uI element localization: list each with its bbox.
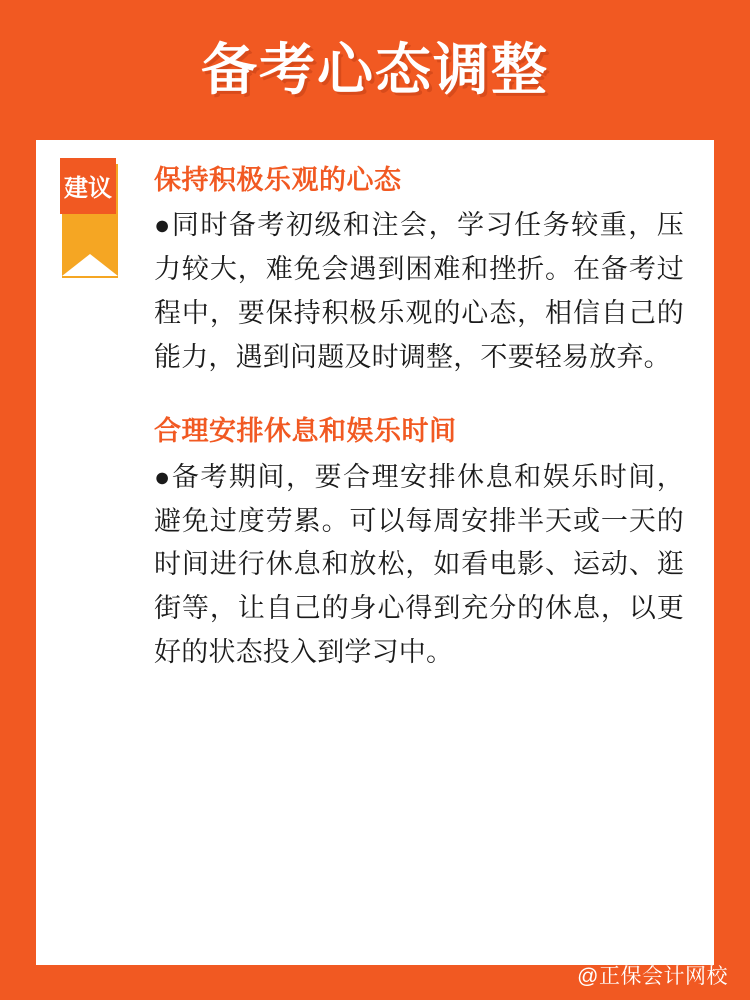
advice-ribbon — [36, 140, 146, 280]
ribbon-shadow-notch-icon — [62, 254, 118, 276]
section-body: ●同时备考初级和注会，学习任务较重，压力较大，难免会遇到困难和挫折。在备考过程中，要保持积极乐观的心态，相信自己的能力，遇到问题及时调整，不要轻易放弃。 — [154, 210, 684, 372]
page-title: 备考心态调整 — [201, 38, 549, 101]
advice-sections — [154, 162, 684, 674]
section-title: 保持积极乐观的心态 — [154, 165, 402, 195]
page-header — [0, 0, 750, 140]
advice-section — [154, 413, 684, 674]
advice-section — [154, 162, 684, 379]
content-card — [36, 140, 714, 965]
section-title: 合理安排休息和娱乐时间 — [154, 416, 457, 447]
section-body: ●备考期间，要合理安排休息和娱乐时间，避免过度劳累。可以每周安排半天或一天的时间进行休息和放松，如看电影、运动、逛街等，让自己的身心得到充分的休息，以更好的状态投入到学习中。 — [154, 461, 684, 667]
ribbon-label: 建议 — [60, 158, 116, 214]
watermark: @正保会计网校 — [577, 965, 728, 988]
